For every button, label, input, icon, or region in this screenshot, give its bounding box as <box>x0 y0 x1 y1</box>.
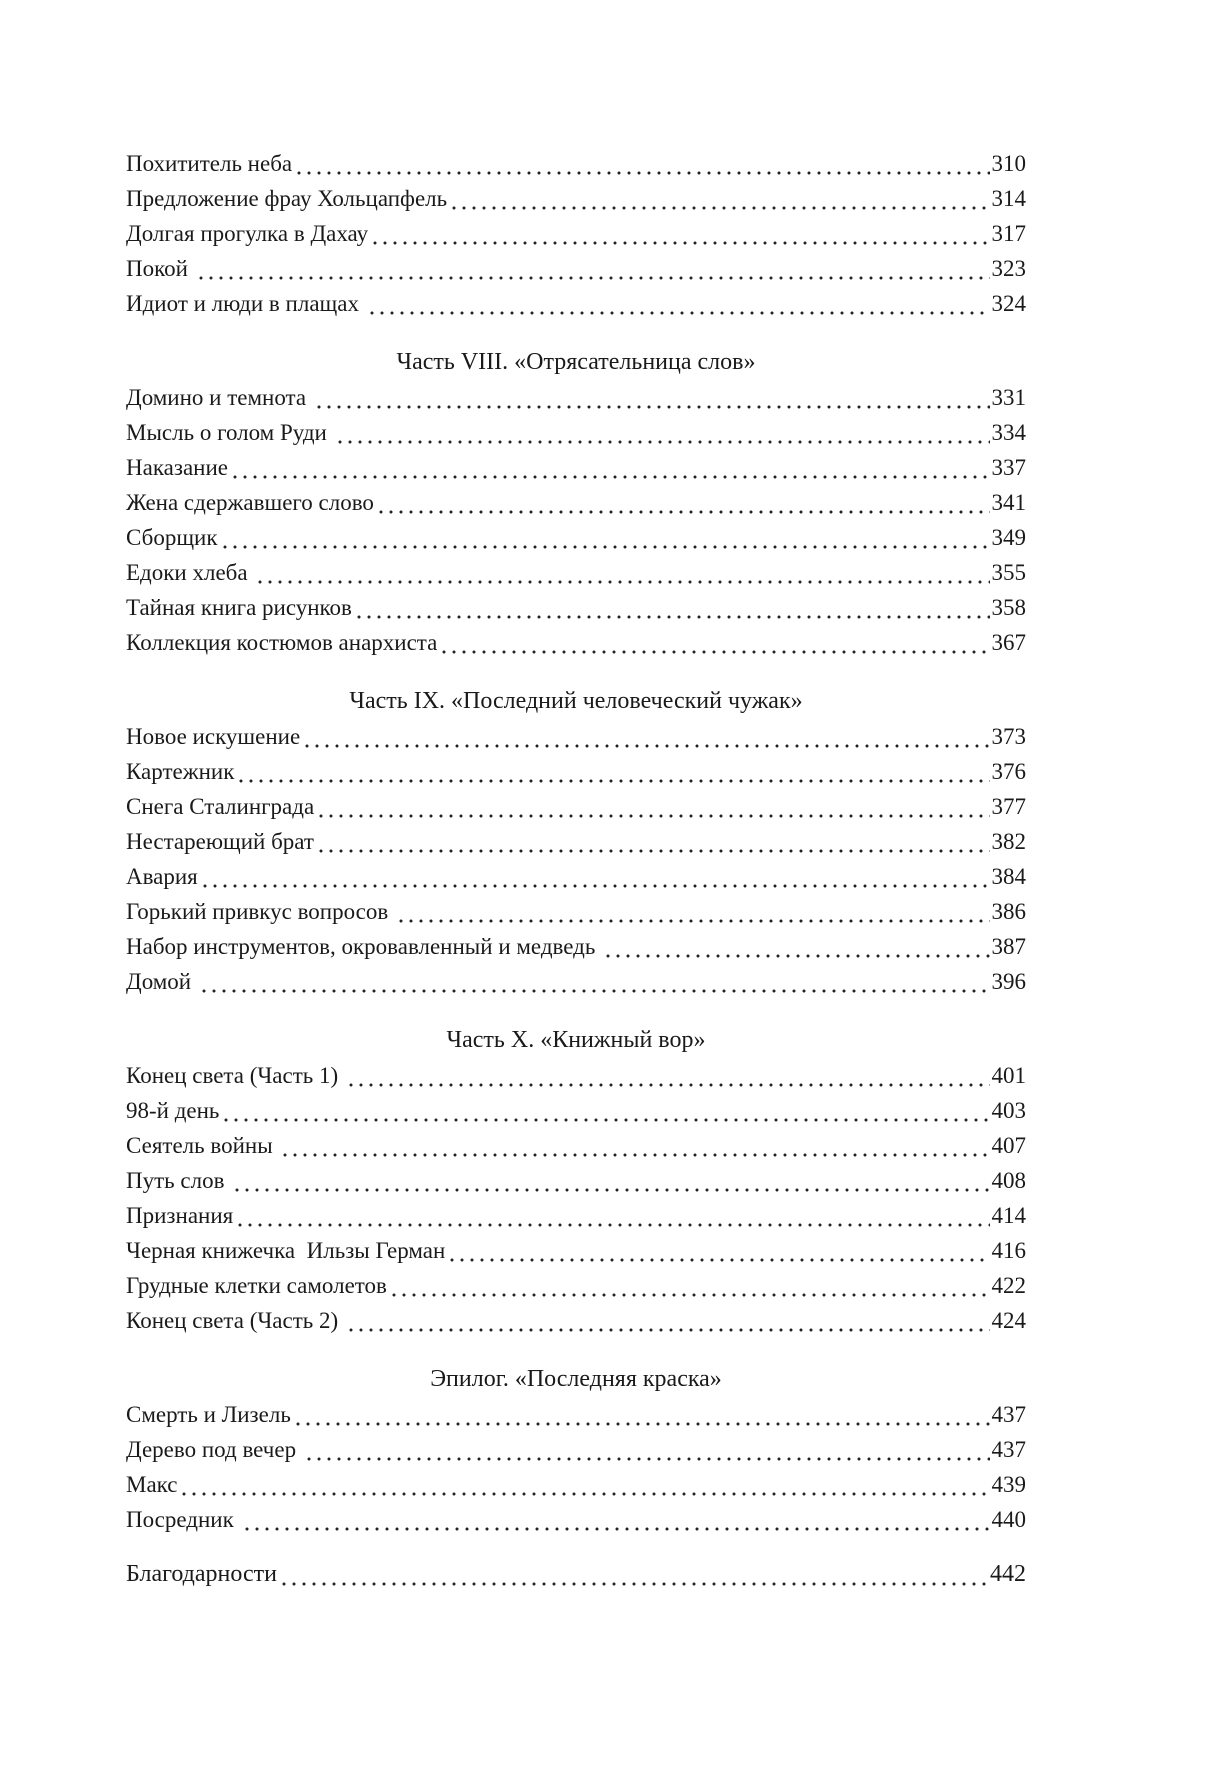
toc-section <box>126 146 1026 321</box>
dot-leader <box>280 1128 989 1163</box>
entry-title: Домой <box>126 969 197 994</box>
dot-leader <box>346 1058 990 1093</box>
toc-entry <box>126 450 1026 485</box>
toc-entry <box>126 625 1026 660</box>
entry-title: Макс <box>126 1472 178 1497</box>
dot-leader <box>220 520 990 555</box>
entry-page-number: 408 <box>991 1168 1026 1193</box>
entry-page-number: 331 <box>991 385 1026 410</box>
toc-entry <box>126 1557 1026 1592</box>
toc-entry <box>126 146 1026 181</box>
entry-page-number: 439 <box>991 1472 1026 1497</box>
entry-page-number: 349 <box>991 525 1026 550</box>
toc-section <box>126 684 1026 999</box>
entry-page-number: 324 <box>991 291 1026 316</box>
toc-entry <box>126 964 1026 999</box>
dot-leader <box>396 894 990 929</box>
dot-leader <box>255 555 989 590</box>
entry-title: Домино и темнота <box>126 385 312 410</box>
entry-title: Благодарности <box>126 1561 277 1587</box>
toc-entry <box>126 590 1026 625</box>
entry-page-number: 355 <box>991 560 1026 585</box>
entry-title: Наказание <box>126 455 228 480</box>
toc-entry <box>126 1397 1026 1432</box>
entry-title: 98-й день <box>126 1098 220 1123</box>
entry-page-number: 376 <box>991 759 1026 784</box>
entry-page-number: 407 <box>991 1133 1026 1158</box>
dot-leader <box>304 1432 990 1467</box>
toc-entry <box>126 286 1026 321</box>
dot-leader <box>370 216 989 251</box>
entry-title: Признания <box>126 1203 234 1228</box>
toc-entry <box>126 485 1026 520</box>
entry-title: Картежник <box>126 759 235 784</box>
entry-title: Путь слов <box>126 1168 231 1193</box>
dot-leader <box>236 754 989 789</box>
dot-leader <box>603 929 989 964</box>
entry-title: Горький привкус вопросов <box>126 899 394 924</box>
entry-title: Предложение фрау Хольцапфель <box>126 186 448 211</box>
dot-leader <box>279 1557 988 1592</box>
dot-leader <box>302 719 989 754</box>
toc-entry <box>126 859 1026 894</box>
entry-page-number: 403 <box>991 1098 1026 1123</box>
dot-leader <box>242 1502 990 1537</box>
toc-entry <box>126 380 1026 415</box>
entry-title: Коллекция костюмов анархиста <box>126 630 438 655</box>
dot-leader <box>335 415 990 450</box>
entry-page-number: 337 <box>991 455 1026 480</box>
entry-title: Конец света (Часть 1) <box>126 1063 344 1088</box>
toc-entry <box>126 1432 1026 1467</box>
entry-title: Похититель неба <box>126 151 293 176</box>
entry-page-number: 314 <box>991 186 1026 211</box>
entry-page-number: 387 <box>991 934 1026 959</box>
entry-title: Сборщик <box>126 525 218 550</box>
dot-leader <box>196 251 990 286</box>
entry-title: Дерево под вечер <box>126 1437 302 1462</box>
entry-title: Идиот и люди в плащах <box>126 291 365 316</box>
entry-page-number: 440 <box>991 1507 1026 1532</box>
dot-leader <box>316 824 990 859</box>
toc-entry <box>126 555 1026 590</box>
entry-page-number: 437 <box>991 1402 1026 1427</box>
entry-title: Едоки хлеба <box>126 560 254 585</box>
entry-page-number: 422 <box>991 1273 1026 1298</box>
entry-page-number: 416 <box>991 1238 1026 1263</box>
entry-title: Набор инструментов, окровавленный и медведь <box>126 934 602 959</box>
entry-title: Посредник <box>126 1507 240 1532</box>
entry-title: Нестареющий брат <box>126 829 314 854</box>
entry-page-number: 386 <box>991 899 1026 924</box>
dot-leader <box>447 1233 989 1268</box>
entry-title: Грудные клетки самолетов <box>126 1273 387 1298</box>
entry-title: Снега Сталинграда <box>126 794 315 819</box>
dot-leader <box>376 485 990 520</box>
dot-leader <box>314 380 990 415</box>
table-of-contents <box>126 146 1026 1592</box>
entry-page-number: 317 <box>991 221 1026 246</box>
entry-title: Новое искушение <box>126 724 301 749</box>
dot-leader <box>389 1268 990 1303</box>
entry-page-number: 367 <box>991 630 1026 655</box>
dot-leader <box>179 1467 989 1502</box>
entry-title: Мысль о голом Руди <box>126 420 333 445</box>
dot-leader <box>293 1397 990 1432</box>
toc-entry <box>126 1303 1026 1338</box>
toc-entry <box>126 754 1026 789</box>
entry-page-number: 442 <box>990 1561 1026 1587</box>
dot-leader <box>235 1198 989 1233</box>
entry-page-number: 323 <box>991 256 1026 281</box>
entry-page-number: 424 <box>991 1308 1026 1333</box>
toc-entry <box>126 1502 1026 1537</box>
dot-leader <box>199 964 990 999</box>
entry-title: Покой <box>126 256 194 281</box>
entry-page-number: 310 <box>991 151 1026 176</box>
dot-leader <box>346 1303 990 1338</box>
dot-leader <box>294 146 989 181</box>
entry-title: Черная книжечка Ильзы Герман <box>126 1238 446 1263</box>
toc-entry <box>126 1467 1026 1502</box>
entry-title: Долгая прогулка в Дахау <box>126 221 369 246</box>
toc-entry <box>126 1233 1026 1268</box>
toc-section <box>126 1362 1026 1537</box>
toc-entry <box>126 929 1026 964</box>
entry-title: Конец света (Часть 2) <box>126 1308 344 1333</box>
toc-section <box>126 1023 1026 1338</box>
section-heading: Часть VIII. «Отрясательница слов» <box>396 349 756 375</box>
toc-entry <box>126 1128 1026 1163</box>
toc-entry <box>126 1058 1026 1093</box>
dot-leader <box>316 789 989 824</box>
toc-entry <box>126 520 1026 555</box>
entry-page-number: 396 <box>991 969 1026 994</box>
entry-title: Смерть и Лизель <box>126 1402 291 1427</box>
dot-leader <box>449 181 989 216</box>
entry-page-number: 437 <box>991 1437 1026 1462</box>
toc-entry <box>126 894 1026 929</box>
toc-entry <box>126 251 1026 286</box>
dot-leader <box>200 859 990 894</box>
section-heading: Часть IX. «Последний человеческий чужак» <box>349 688 803 714</box>
entry-page-number: 358 <box>991 595 1026 620</box>
toc-entry <box>126 415 1026 450</box>
entry-page-number: 414 <box>991 1203 1026 1228</box>
dot-leader <box>439 625 989 660</box>
toc-entry <box>126 789 1026 824</box>
toc-entry <box>126 1093 1026 1128</box>
toc-entry <box>126 181 1026 216</box>
section-heading: Эпилог. «Последняя краска» <box>430 1366 722 1392</box>
entry-page-number: 382 <box>991 829 1026 854</box>
toc-entry <box>126 216 1026 251</box>
entry-title: Жена сдержавшего слово <box>126 490 374 515</box>
dot-leader <box>232 1163 989 1198</box>
toc-entry <box>126 1198 1026 1233</box>
entry-page-number: 401 <box>991 1063 1026 1088</box>
entry-page-number: 341 <box>991 490 1026 515</box>
section-heading: Часть X. «Книжный вор» <box>446 1027 706 1053</box>
entry-page-number: 377 <box>991 794 1026 819</box>
entry-title: Авария <box>126 864 198 889</box>
toc-entry <box>126 1163 1026 1198</box>
entry-page-number: 373 <box>991 724 1026 749</box>
entry-page-number: 384 <box>991 864 1026 889</box>
dot-leader <box>230 450 990 485</box>
entry-title: Тайная книга рисунков <box>126 595 352 620</box>
toc-entry <box>126 719 1026 754</box>
dot-leader <box>221 1093 989 1128</box>
dot-leader <box>354 590 990 625</box>
toc-entry <box>126 824 1026 859</box>
toc-entry <box>126 1268 1026 1303</box>
entry-page-number: 334 <box>991 420 1026 445</box>
entry-title: Сеятель войны <box>126 1133 279 1158</box>
dot-leader <box>367 286 990 321</box>
toc-section <box>126 345 1026 660</box>
